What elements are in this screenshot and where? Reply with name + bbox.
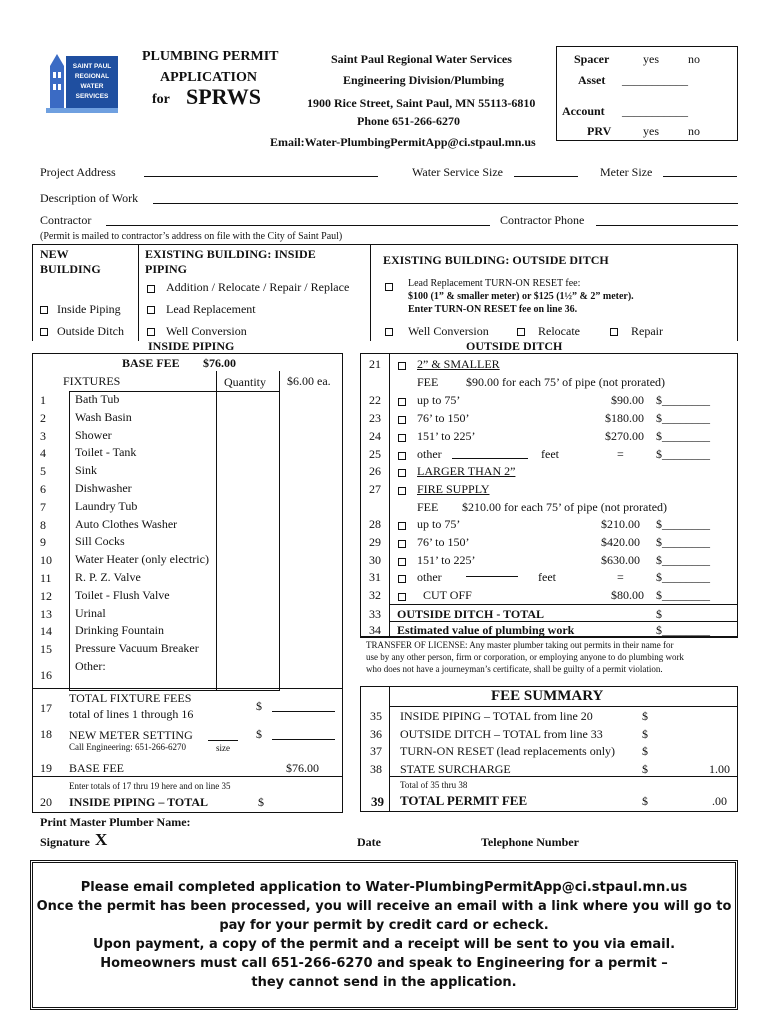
length-price: $90.00 xyxy=(611,393,644,407)
total-note: Total of 35 thru 38 xyxy=(400,780,468,790)
water-service-size-input[interactable] xyxy=(514,176,578,177)
project-address-input[interactable] xyxy=(144,176,378,177)
signature-x: X xyxy=(95,830,108,849)
outside-ditch-title: OUTSIDE DITCH xyxy=(466,339,563,353)
fixture-label: R. P. Z. Valve xyxy=(75,570,141,584)
fixture-label: Laundry Tub xyxy=(75,499,138,513)
lead-replacement-checkbox[interactable] xyxy=(147,306,155,314)
existing-inside-title-2: PIPING xyxy=(145,262,187,276)
fixture-quantity-input[interactable] xyxy=(216,605,280,623)
amount-input[interactable]: $________ xyxy=(656,517,710,531)
line-number: 26 xyxy=(369,464,381,478)
fixture-quantity-input[interactable] xyxy=(216,498,280,516)
fixture-label: Urinal xyxy=(75,606,106,620)
divider xyxy=(390,706,738,707)
print-name-label: Print Master Plumber Name: xyxy=(40,815,191,829)
length-price: $630.00 xyxy=(601,553,640,567)
total-fixture-fees-sublabel: total of lines 1 through 16 xyxy=(69,707,194,721)
divider xyxy=(32,776,343,777)
base-fee-value: $76.00 xyxy=(203,356,236,370)
other-length-input[interactable] xyxy=(452,458,528,459)
fixture-line-number: 10 xyxy=(40,553,52,567)
length-price: $180.00 xyxy=(605,411,644,425)
lead-replacement-label: Lead Replacement xyxy=(166,302,256,316)
spacer-label: Spacer xyxy=(574,52,610,66)
enter-totals-note: Enter totals of 17 thru 19 here and on line 35 xyxy=(69,781,231,791)
length-price: $420.00 xyxy=(601,535,640,549)
fixture-quantity-input[interactable] xyxy=(216,533,280,551)
fixture-line-number: 6 xyxy=(40,482,46,496)
inside-well-conversion-label: Well Conversion xyxy=(166,324,247,338)
fixture-quantity-input[interactable] xyxy=(216,427,280,445)
transfer-license-1: TRANSFER OF LICENSE: Any master plumber taking out permits in their name for xyxy=(366,640,674,650)
description-label: Description of Work xyxy=(40,191,139,205)
fixture-label: Shower xyxy=(75,428,112,442)
line-19-number: 19 xyxy=(40,761,52,775)
title-plumbing-permit: PLUMBING PERMIT xyxy=(142,49,279,64)
dollar-sign: $ xyxy=(256,727,262,741)
new-outside-ditch-checkbox[interactable] xyxy=(40,328,48,336)
asset-label: Asset xyxy=(578,73,606,87)
fixture-quantity-input[interactable] xyxy=(216,409,280,427)
other-label: other xyxy=(417,447,442,461)
fixture-fee-input[interactable] xyxy=(280,516,343,534)
fixture-label: Bath Tub xyxy=(75,392,120,406)
fixture-quantity-input[interactable] xyxy=(216,462,280,480)
length-checkbox[interactable] xyxy=(398,522,406,530)
email-notice-box xyxy=(30,860,738,1010)
lead-fee-line3: Enter TURN-ON RESET fee on line 36. xyxy=(408,304,578,315)
equals-sign: = xyxy=(617,447,624,461)
prv-label: PRV xyxy=(587,124,612,138)
contractor-phone-label: Contractor Phone xyxy=(500,213,585,227)
summary-line-label: TURN-ON RESET (lead replacements only) xyxy=(400,744,616,758)
asset-field[interactable]: ___________ xyxy=(622,73,688,87)
fixture-line-number: 5 xyxy=(40,464,46,478)
contractor-phone-input[interactable] xyxy=(596,225,738,226)
title-sprws: SPRWS xyxy=(186,84,262,109)
larger-than-two-inch-label: LARGER THAN 2” xyxy=(417,464,516,478)
other-length-checkbox[interactable] xyxy=(398,452,406,460)
meter-size-input[interactable] xyxy=(663,176,737,177)
length-price: $210.00 xyxy=(601,517,640,531)
fixture-label: Drinking Fountain xyxy=(75,623,164,637)
fixture-line-number: 7 xyxy=(40,500,46,514)
base-fee-line-label: BASE FEE xyxy=(69,761,125,775)
new-building-label-2: BUILDING xyxy=(40,262,101,276)
water-service-size-label: Water Service Size xyxy=(412,165,503,179)
line-number: 22 xyxy=(369,393,381,407)
fixture-fee-input[interactable] xyxy=(280,551,343,569)
fixture-quantity-input[interactable] xyxy=(216,587,280,605)
title-for: for xyxy=(152,92,170,107)
line-18-number: 18 xyxy=(40,727,52,741)
summary-line-label: STATE SURCHARGE xyxy=(400,761,511,776)
line-number: 29 xyxy=(369,535,381,549)
equals-sign: = xyxy=(617,570,624,584)
transfer-license-2: use by any other person, firm or corporation, or employing anyone to do plumbing work xyxy=(366,652,684,662)
line-number: 32 xyxy=(369,588,381,602)
contractor-label: Contractor xyxy=(40,213,92,227)
transfer-license-3: who does not have a journeyman’s certificate, shall be guilty of a permit violation. xyxy=(366,664,663,674)
lead-fee-line1: Lead Replacement TURN-ON RESET fee: xyxy=(408,278,581,289)
outside-ditch-total-label: OUTSIDE DITCH - TOTAL xyxy=(397,607,545,621)
length-label: up to 75’ xyxy=(417,517,461,531)
summary-line-label: INSIDE PIPING – TOTAL from line 20 xyxy=(400,709,593,723)
fixture-label: Toilet - Flush Valve xyxy=(75,588,170,602)
notice-line: Once the permit has been processed, you will receive an email with a link where you will go to xyxy=(36,899,732,914)
estimated-value-label: Estimated value of plumbing work xyxy=(397,623,575,637)
summary-line-amount[interactable]: 1.00 xyxy=(709,761,730,776)
total-permit-fee-label: TOTAL PERMIT FEE xyxy=(400,793,528,808)
dollar-sign: $ xyxy=(258,795,264,809)
line-number: 24 xyxy=(369,429,381,443)
fixture-line-number: 2 xyxy=(40,411,46,425)
line-39-number: 39 xyxy=(371,794,384,809)
quantity-header: Quantity xyxy=(224,375,266,389)
call-engineering-note: Call Engineering: 651-266-6270 xyxy=(69,742,186,752)
total-fixture-fees-input[interactable] xyxy=(272,711,335,712)
amount-input[interactable]: $________ xyxy=(656,393,710,407)
feet-label: feet xyxy=(541,447,559,461)
inside-well-conversion-checkbox[interactable] xyxy=(147,328,155,336)
amount-input[interactable]: $________ xyxy=(656,535,710,549)
inside-piping-title: INSIDE PIPING xyxy=(148,339,235,353)
fixture-quantity-input[interactable] xyxy=(216,622,280,640)
divider xyxy=(390,621,738,622)
account-label: Account xyxy=(562,104,605,118)
meter-size-blank[interactable] xyxy=(208,740,238,741)
outside-well-conversion-label: Well Conversion xyxy=(408,324,489,338)
divider xyxy=(390,604,738,605)
org-phone: Phone 651-266-6270 xyxy=(357,114,460,128)
fixture-fee-input[interactable] xyxy=(280,391,343,409)
larger-than-two-inch-checkbox[interactable] xyxy=(398,469,406,477)
fixture-label: Pressure Vacuum Breaker xyxy=(75,641,199,655)
fixture-fee-input[interactable] xyxy=(280,622,343,640)
line-number: 25 xyxy=(369,447,381,461)
dollar-sign: $ xyxy=(642,761,648,776)
description-input[interactable] xyxy=(153,203,738,204)
fixture-line-number: 15 xyxy=(40,642,52,656)
base-fee-label: BASE FEE xyxy=(122,356,180,370)
repair-checkbox[interactable] xyxy=(610,328,618,336)
org-address: 1900 Rice Street, Saint Paul, MN 55113-6810 xyxy=(307,96,536,110)
signature-label: Signature xyxy=(40,835,90,849)
fire-supply-checkbox[interactable] xyxy=(398,487,406,495)
amount-input[interactable]: $________ xyxy=(656,411,710,425)
length-checkbox[interactable] xyxy=(398,416,406,424)
addition-label: Addition / Relocate / Repair / Replace xyxy=(166,280,350,294)
line-20-number: 20 xyxy=(40,795,52,809)
dollar-sign: $ xyxy=(642,794,648,808)
length-price: $270.00 xyxy=(605,429,644,443)
dollar-sign: $ xyxy=(256,699,262,713)
other-amount-input[interactable]: $________ xyxy=(656,447,710,461)
fixture-line-number: 3 xyxy=(40,429,46,443)
spacer-yes[interactable]: yes xyxy=(643,52,659,66)
fixture-quantity-input[interactable] xyxy=(216,640,280,658)
fixture-quantity-input[interactable] xyxy=(216,569,280,587)
divider xyxy=(360,637,738,638)
line-number: 34 xyxy=(369,623,381,637)
fixture-fee-input[interactable] xyxy=(280,605,343,623)
fixture-fee-input[interactable] xyxy=(280,533,343,551)
fee-rate-text: $210.00 for each 75’ of pipe (not prorated) xyxy=(462,500,668,514)
fire-supply-label: FIRE SUPPLY xyxy=(417,482,490,496)
dollar-sign: $ xyxy=(656,607,662,621)
fixture-label: Wash Basin xyxy=(75,410,132,424)
length-label: 151’ to 225’ xyxy=(417,429,476,443)
signature-field[interactable] xyxy=(112,835,342,849)
fixture-line-number: 9 xyxy=(40,535,46,549)
base-fee-line-value: $76.00 xyxy=(286,761,319,775)
cut-off-price: $80.00 xyxy=(611,588,644,602)
total-fixture-fees-label: TOTAL FIXTURE FEES xyxy=(69,691,192,705)
length-label: 151’ to 225’ xyxy=(417,553,476,567)
fixture-line-number: 13 xyxy=(40,607,52,621)
line-number: 28 xyxy=(369,517,381,531)
notice-line: pay for your permit by credit card or echeck. xyxy=(219,918,549,933)
fixture-line-number: 12 xyxy=(40,589,52,603)
dollar-sign: $ xyxy=(642,709,648,723)
fixture-line-number: 8 xyxy=(40,518,46,532)
fixture-line-number: 16 xyxy=(40,668,52,682)
addition-checkbox[interactable] xyxy=(147,285,155,293)
length-label: 76’ to 150’ xyxy=(417,535,470,549)
divider xyxy=(390,776,738,777)
length-checkbox[interactable] xyxy=(398,398,406,406)
fixture-fee-input[interactable] xyxy=(280,409,343,427)
divider xyxy=(32,688,343,689)
size-caption: size xyxy=(216,743,230,753)
divider xyxy=(69,391,280,392)
logo-text-2: REGIONAL xyxy=(74,73,110,80)
fixture-quantity-input[interactable] xyxy=(216,391,280,409)
fixture-label: Other: xyxy=(75,659,106,673)
lead-fee-line2: $100 (1” & smaller meter) or $125 (1½” & 2” meter). xyxy=(408,291,634,302)
fixture-label: Sill Cocks xyxy=(75,534,125,548)
length-checkbox[interactable] xyxy=(398,434,406,442)
fixture-label: Toilet - Tank xyxy=(75,445,137,459)
contractor-input[interactable] xyxy=(106,225,490,226)
relocate-checkbox[interactable] xyxy=(517,328,525,336)
account-field[interactable]: ___________ xyxy=(622,104,688,118)
fixture-label: Dishwasher xyxy=(75,481,132,495)
fixture-label: Water Heater (only electric) xyxy=(75,552,209,566)
fixture-label: Sink xyxy=(75,463,98,477)
other-length-input[interactable] xyxy=(466,576,518,577)
fixture-fee-input[interactable] xyxy=(280,640,343,658)
line-number: 33 xyxy=(369,607,381,621)
fixture-quantity-input[interactable] xyxy=(216,480,280,498)
other-label: other xyxy=(417,570,442,584)
logo-text-3: WATER xyxy=(80,83,104,90)
fixture-line-number: 1 xyxy=(40,393,46,407)
fixture-fee-input[interactable] xyxy=(280,444,343,462)
org-name: Saint Paul Regional Water Services xyxy=(331,52,512,66)
fee-label: FEE xyxy=(417,375,439,389)
fixture-fee-input[interactable] xyxy=(280,658,343,691)
fee-label: FEE xyxy=(417,500,439,514)
title-application: APPLICATION xyxy=(160,70,257,85)
new-meter-setting-input[interactable] xyxy=(272,739,335,740)
summary-line-number: 37 xyxy=(370,744,382,758)
lead-turn-on-checkbox[interactable] xyxy=(385,283,393,291)
telephone-label: Telephone Number xyxy=(481,835,579,849)
fixture-fee-input[interactable] xyxy=(280,498,343,516)
fixture-fee-input[interactable] xyxy=(280,427,343,445)
logo-text-4: SERVICES xyxy=(75,93,109,100)
new-meter-setting-label: NEW METER SETTING xyxy=(69,728,193,742)
line-number: 23 xyxy=(369,411,381,425)
total-permit-fee-value: .00 xyxy=(712,794,727,808)
divider xyxy=(370,244,371,341)
fixture-quantity-input[interactable] xyxy=(216,444,280,462)
notice-line: Homeowners must call 651-266-6270 and speak to Engineering for a permit – xyxy=(100,956,668,971)
outside-well-conversion-checkbox[interactable] xyxy=(385,328,393,336)
summary-line-number: 35 xyxy=(370,709,382,723)
fixture-quantity-input[interactable] xyxy=(216,516,280,534)
summary-line-number: 36 xyxy=(370,726,382,741)
cut-off-amount-input[interactable]: $________ xyxy=(656,588,710,602)
length-label: up to 75’ xyxy=(417,393,461,407)
inside-piping-total-label: INSIDE PIPING – TOTAL xyxy=(69,795,209,809)
other-length-checkbox[interactable] xyxy=(398,575,406,583)
mail-note: (Permit is mailed to contractor’s address on file with the City of Saint Paul) xyxy=(40,231,343,242)
spacer-no[interactable]: no xyxy=(688,52,700,66)
line-number: 30 xyxy=(369,553,381,567)
meter-size-label: Meter Size xyxy=(600,165,653,179)
fee-rate-text: $90.00 for each 75’ of pipe (not prorated) xyxy=(466,375,666,389)
notice-line: Upon payment, a copy of the permit and a receipt will be sent to you via email. xyxy=(92,937,676,952)
each-header: $6.00 ea. xyxy=(287,374,331,388)
divider xyxy=(138,244,139,341)
cut-off-checkbox[interactable] xyxy=(398,593,406,601)
fixtures-header: FIXTURES xyxy=(63,374,121,388)
line-number: 31 xyxy=(369,570,381,584)
cut-off-label: CUT OFF xyxy=(423,588,472,602)
new-building-label: NEW xyxy=(40,247,69,261)
fixture-line-number: 14 xyxy=(40,624,52,638)
org-email: Email:Water-PlumbingPermitApp@ci.stpaul.mn.us xyxy=(270,135,536,149)
prv-no[interactable]: no xyxy=(688,124,700,138)
project-address-label: Project Address xyxy=(40,165,116,179)
dollar-sign: $ xyxy=(642,726,648,741)
length-checkbox[interactable] xyxy=(398,558,406,566)
sprws-logo xyxy=(44,48,120,116)
length-checkbox[interactable] xyxy=(398,540,406,548)
new-outside-ditch-label: Outside Ditch xyxy=(57,324,124,338)
amount-input[interactable]: $________ xyxy=(656,553,710,567)
notice-line: Please email completed application to Water-PlumbingPermitApp@ci.stpaul.mn.us xyxy=(80,880,688,895)
fixture-quantity-input[interactable] xyxy=(216,551,280,569)
length-label: 76’ to 150’ xyxy=(417,411,470,425)
prv-yes[interactable]: yes xyxy=(643,124,659,138)
date-label: Date xyxy=(357,835,381,849)
notice-line: they cannot send in the application. xyxy=(251,975,517,990)
line-number: 27 xyxy=(369,482,381,496)
fixture-line-number: 4 xyxy=(40,446,46,460)
fixture-label: Auto Clothes Washer xyxy=(75,517,178,531)
fixture-fee-input[interactable] xyxy=(280,569,343,587)
fixture-line-number: 11 xyxy=(40,571,52,585)
fixture-fee-input[interactable] xyxy=(280,480,343,498)
feet-label: feet xyxy=(538,570,556,584)
logo-text-1: SAINT PAUL xyxy=(72,63,112,70)
fixture-fee-input[interactable] xyxy=(280,587,343,605)
summary-line-number: 38 xyxy=(370,761,382,776)
line-17-number: 17 xyxy=(40,701,52,715)
repair-label: Repair xyxy=(631,324,663,338)
existing-outside-title: EXISTING BUILDING: OUTSIDE DITCH xyxy=(383,253,609,267)
new-inside-piping-checkbox[interactable] xyxy=(40,306,48,314)
fixture-quantity-input[interactable] xyxy=(216,658,280,691)
fee-summary-title: FEE SUMMARY xyxy=(491,688,604,704)
fixture-fee-input[interactable] xyxy=(280,462,343,480)
estimated-value-input[interactable]: $________ xyxy=(656,623,710,637)
amount-input[interactable]: $________ xyxy=(656,429,710,443)
new-inside-piping-label: Inside Piping xyxy=(57,302,121,316)
summary-line-label: OUTSIDE DITCH – TOTAL from line 33 xyxy=(400,726,603,741)
other-amount-input[interactable]: $________ xyxy=(656,570,710,584)
dollar-sign: $ xyxy=(642,744,648,758)
relocate-label: Relocate xyxy=(538,324,580,338)
two-inch-smaller-label: 2” & SMALLER xyxy=(417,357,500,371)
existing-inside-title: EXISTING BUILDING: INSIDE xyxy=(145,247,316,261)
line-number: 21 xyxy=(369,357,381,371)
division-name: Engineering Division/Plumbing xyxy=(343,73,505,87)
two-inch-smaller-checkbox[interactable] xyxy=(398,362,406,370)
